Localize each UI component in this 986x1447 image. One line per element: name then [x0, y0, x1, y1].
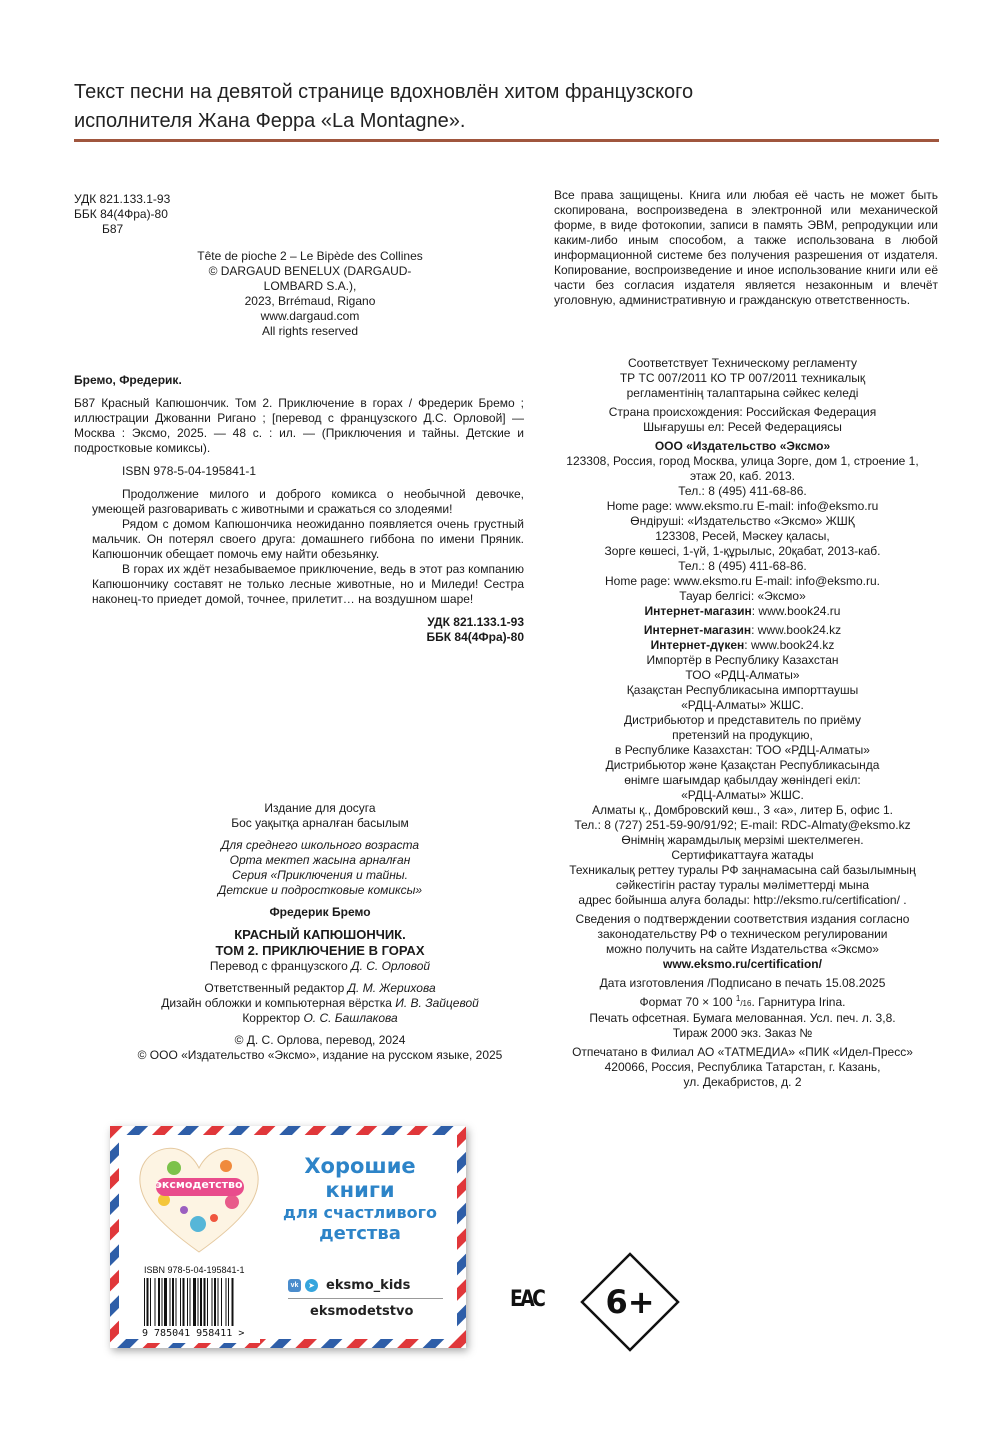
imprint-copyright-2: © ООО «Издательство «Эксмо», издание на русском языке, 2025: [137, 1048, 503, 1062]
reg-line: 123308, Ресей, Мәскеу қаласы,: [655, 529, 830, 543]
reg-line: өнімге шағымдар қабылдау жөніндегі екіл:: [624, 773, 861, 787]
slogan-line-1: Хорошие: [304, 1154, 416, 1178]
reg-line: Сведения о подтверждении соответствия издания согласно: [575, 912, 910, 926]
catalog-desc-3: В горах их ждёт незабываемое приключение, ведь в этот раз компанию Капюшончику составят не только лесные животные, но и Миледи! Сестра наконец-то приедет домой, точнее, прилетит… на воздушном шаре!: [92, 562, 524, 606]
reg-line: можно получить на сайте Издательства «Эксмо»: [606, 942, 879, 956]
imprint-series-2: Детские и подростковые комиксы»: [217, 883, 423, 897]
original-edition-block: [180, 249, 440, 339]
barcode-box: [140, 1265, 260, 1343]
social-handle-1: eksmo_kids: [326, 1278, 411, 1293]
reg-line: регламентінің талаптарына сәйкес келеді: [626, 386, 859, 400]
catalog-author: Бремо, Фредерик.: [74, 373, 182, 387]
format-pre: Формат 70 × 100: [639, 995, 736, 1009]
social-block: [288, 1278, 453, 1319]
imprint-design: [100, 996, 540, 1011]
catalog-udk: УДК 821.133.1-93: [427, 615, 524, 629]
publisher-name: ООО «Издательство «Эксмо»: [654, 439, 831, 453]
corrector-name: О. С. Башлакова: [303, 1011, 398, 1025]
barcode-isbn: ISBN 978-5-04-195841-1: [144, 1265, 245, 1275]
original-year: 2023, Brrémaud, Rigano: [244, 294, 376, 308]
format-line: [545, 991, 940, 1011]
reg-line: Тел.: 8 (495) 411-68-86.: [678, 559, 807, 573]
author-sign-top: Б87: [102, 222, 124, 236]
catalog-entry: Б87 Красный Капюшончик. Том 2. Приключение в горах / Фредерик Бремо ; иллюстрации Джованни Ригано ; [перевод с французского Д.С. Орловой] — Москва : Эксмо, 2025. — 48 с. : ил. — (Приключения и тайны. Детские и подростковые комиксы).: [74, 396, 524, 455]
social-divider: [288, 1298, 443, 1299]
imprint-corrector: [100, 1011, 540, 1026]
catalog-card: [74, 373, 524, 645]
catalog-desc-2: Рядом с домом Капюшончика неожиданно появляется очень грустный мальчик. Он потерял своего друга: домашнего гиббона по имени Пряник. Капюшончик обещает помочь ему найти обезьянку.: [92, 517, 524, 561]
imprint-editor: [100, 981, 540, 996]
reg-line: Home page: www.eksmo.ru E-mail: info@eksmo.ru: [606, 499, 879, 513]
regulatory-block: [545, 356, 940, 1090]
reg-line: 420066, Россия, Республика Татарстан, г. Казань,: [604, 1060, 881, 1074]
reg-line: сәйкестігін растау туралы мәліметтерді мына: [615, 878, 870, 892]
reg-line: Өнімнің жарамдылық мерзімі шектелмеген.: [621, 833, 864, 847]
vk-icon: vk: [288, 1279, 301, 1292]
reg-line: «РДЦ-Алматы» ЖШС.: [681, 698, 804, 712]
reg-line: законодательству РФ о техническом регулировании: [597, 927, 888, 941]
eac-mark: [510, 1280, 546, 1320]
imprint-block: [100, 801, 540, 1063]
udk-top-block: [74, 192, 274, 237]
reg-line: Страна происхождения: Российская Федерация: [608, 405, 877, 419]
imprint-leisure-kz: Бос уақытқа арналған басылым: [231, 816, 409, 830]
divider-rule: [74, 139, 939, 142]
shop-kz-url: : www.book24.kz: [751, 623, 842, 637]
shop-kz: [545, 623, 940, 638]
imprint-age-group-kz: Орта мектеп жасына арналған: [229, 853, 411, 867]
reg-line: в Республике Казахстан: ТОО «РДЦ-Алматы»: [615, 743, 870, 757]
reg-line: Дата изготовления /Подписано в печать 15.08.2025: [599, 976, 886, 990]
reg-line: Дистрибьютор және Қазақстан Республикасында: [605, 758, 880, 772]
reg-line: ТР ТС 007/2011 КО ТР 007/2011 техникалық: [619, 371, 866, 385]
reg-line: Шығарушы ел: Ресей Федерациясы: [643, 420, 842, 434]
shop-kz2: [545, 638, 940, 653]
heart-logo-icon: [134, 1140, 264, 1260]
reg-line: Қазақстан Республикасына импорттаушы: [626, 683, 859, 697]
format-post: . Гарнитура Irina.: [751, 995, 846, 1009]
slogan-line-3: для счастливого: [283, 1203, 437, 1222]
translator-name: Д. С. Орловой: [351, 959, 431, 973]
bbk-top-line: ББК 84(4Фра)-80: [74, 207, 168, 221]
reg-line: ТОО «РДЦ-Алматы»: [685, 668, 800, 682]
corrector-label: Корректор: [242, 1011, 304, 1025]
telegram-icon: ➤: [305, 1279, 318, 1292]
shop-kz2-label: Интернет-дүкен: [650, 638, 745, 652]
barcode-digits: 9 785041 958411 >: [142, 1328, 245, 1339]
cert-url: www.eksmo.ru/certification/: [663, 957, 822, 971]
imprint-title-2: ТОМ 2. ПРИКЛЮЧЕНИЕ В ГОРАХ: [215, 943, 425, 958]
original-rights: All rights reserved: [261, 324, 359, 338]
reg-line: Печать офсетная. Бумага мелованная. Усл. печ. л. 3,8.: [589, 1011, 896, 1025]
rights-notice: Все права защищены. Книга или любая её часть не может быть скопирована, воспроизведена в электронной или механической форме, в виде фотокопии, записи в память ЭВМ, репродукции или каким-либо иным способом, а также использована в любой информационной системе без получения разрешения от издателя. Копирование, воспроизведение и иное использование книги или её части без согласия издателя является незаконным и влечёт уголовную, административную и гражданскую ответственность.: [554, 188, 938, 307]
reg-line: Тауар белгісі: «Эксмо»: [679, 589, 806, 603]
original-title: Tête de pioche 2 – Le Bipède des Collines: [197, 249, 423, 263]
imprint-translation: [100, 959, 540, 974]
reg-line: Өндіруші: «Издательство «Эксмо» ЖШҚ: [630, 514, 855, 528]
logo-text: эксмодетство: [155, 1178, 243, 1191]
shop-ru-url: : www.book24.ru: [751, 604, 841, 618]
age-rating: [580, 1252, 680, 1352]
translation-label: Перевод с французского: [209, 959, 352, 973]
catalog-isbn: ISBN 978-5-04-195841-1: [122, 464, 257, 478]
intro-line-1: Текст песни на девятой странице вдохновлён хитом французского: [74, 81, 694, 103]
reg-line: этаж 20, каб. 2013.: [689, 469, 796, 483]
reg-line: адрес бойынша алуға болады: http://eksmo.ru/certification/ .: [578, 893, 907, 907]
reg-line: 123308, Россия, город Москва, улица Зорге, дом 1, строение 1,: [566, 454, 919, 468]
editor-name: Д. М. Жерихова: [347, 981, 436, 995]
reg-line: Зорге көшесі, 1-үй, 1-құрылыс, 20қабат, 2013-каб.: [604, 544, 881, 558]
original-copyright: © DARGAUD BENELUX (DARGAUD-LOMBARD S.A.),: [208, 264, 412, 293]
imprint-title-1: КРАСНЫЙ КАПЮШОНЧИК.: [234, 927, 406, 942]
eac-icon: EAC: [510, 1287, 544, 1312]
imprint-copyright-1: © Д. С. Орлова, перевод, 2024: [234, 1033, 406, 1047]
imprint-author: Фредерик Бремо: [269, 905, 371, 919]
catalog-bbk: ББК 84(4Фра)-80: [426, 630, 524, 644]
shop-ru: [545, 604, 940, 619]
udk-top-line: УДК 821.133.1-93: [74, 192, 171, 206]
shop-kz-label: Интернет-магазин: [643, 623, 752, 637]
barcode-icon: [140, 1276, 260, 1328]
reg-line: Алматы қ., Домбровский көш., 3 «а», литер Б, офис 1.: [591, 803, 893, 817]
reg-line: Отпечатано в Филиал АО «ТАТМЕДИА» «ПИК «Идел-Пресс»: [572, 1045, 913, 1059]
slogan: [260, 1154, 460, 1245]
designer-name: И. В. Зайцевой: [395, 996, 479, 1010]
reg-line: Техникалық реттеу туралы РФ заңнамасына сай базылымның: [569, 863, 916, 877]
editor-label: Ответственный редактор: [204, 981, 348, 995]
reg-line: Сертификаттауға жатады: [671, 848, 814, 862]
reg-line: «РДЦ-Алматы» ЖШС.: [681, 788, 804, 802]
age-rating-label: 6+: [605, 1283, 655, 1321]
slogan-line-2: книги: [325, 1178, 395, 1202]
slogan-line-4: детства: [319, 1223, 401, 1244]
imprint-age-group: Для среднего школьного возраста: [220, 838, 420, 852]
imprint-leisure: Издание для досуга: [264, 801, 376, 815]
intro-line-2: исполнителя Жана Ферра «La Montagne».: [74, 110, 466, 132]
reg-line: Дистрибьютор и представитель по приёму: [623, 713, 861, 727]
catalog-desc-1: Продолжение милого и доброго комикса о необычной девочке, умеющей разговаривать с животными и сражаться со злодеями!: [92, 487, 524, 516]
imprint-series: Серия «Приключения и тайны.: [232, 868, 408, 882]
reg-line: Тираж 2000 экз. Заказ №: [672, 1026, 813, 1040]
social-handle-2: eksmodetstvo: [310, 1304, 414, 1319]
reg-line: ул. Декабристов, д. 2: [683, 1075, 802, 1089]
reg-line: Home page: www.eksmo.ru E-mail: info@eksmo.ru.: [605, 574, 880, 588]
design-label: Дизайн обложки и компьютерная вёрстка: [161, 996, 396, 1010]
reg-line: Тел.: 8 (727) 251-59-90/91/92; E-mail: RDC-Almaty@eksmo.kz: [574, 818, 911, 832]
reg-line: Тел.: 8 (495) 411-68-86.: [678, 484, 807, 498]
format-sup: 1: [735, 994, 741, 1003]
format-sub: /16: [740, 999, 752, 1008]
shop-ru-label: Интернет-магазин: [644, 604, 752, 618]
reg-line: претензий на продукцию,: [672, 728, 813, 742]
reg-line: Соответствует Техническому регламенту: [627, 356, 858, 370]
original-site: www.dargaud.com: [260, 309, 360, 323]
intro-note: [74, 78, 934, 136]
shop-kz2-url: : www.book24.kz: [744, 638, 835, 652]
reg-line: Импортёр в Республику Казахстан: [646, 653, 839, 667]
